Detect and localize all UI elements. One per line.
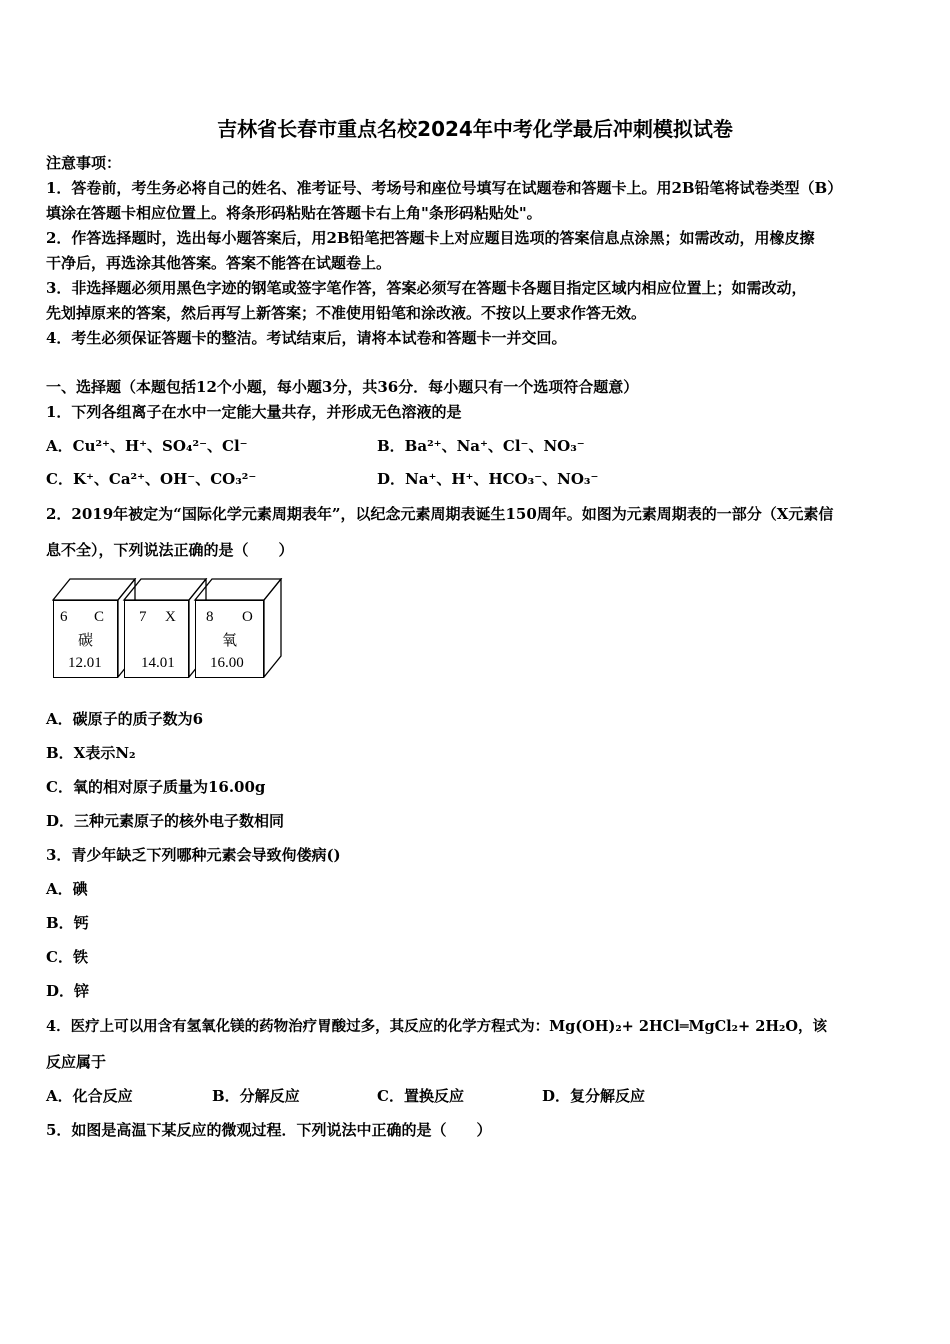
- element-symbol: O: [242, 609, 253, 625]
- question-stem: 反应属于: [46, 1053, 107, 1071]
- notice-line: 干净后，再选涂其他答案。答案不能答在试题卷上。: [46, 254, 392, 272]
- q1-option-b: B．Ba²⁺、Na⁺、Cl⁻、NO₃⁻: [377, 437, 585, 455]
- q4-option-c: C．置换反应: [377, 1087, 464, 1105]
- notice-line: 2．作答选择题时，选出每小题答案后，用2B铅笔把答题卡上对应题目选项的答案信息点涂黑；如需改动，用橡皮擦: [46, 229, 815, 247]
- question-stem: 5．如图是高温下某反应的微观过程．下列说法中正确的是（ ）: [46, 1121, 492, 1139]
- q3-option-d: D．锌: [46, 982, 90, 1000]
- notice-line: 先划掉原来的答案，然后再写上新答案；不准使用铅笔和涂改液。不按以上要求作答无效。: [46, 304, 647, 322]
- question-stem: 1．下列各组离子在水中一定能大量共存，并形成无色溶液的是: [46, 403, 462, 421]
- question-stem: 3．青少年缺乏下列哪种元素会导致佝偻病(): [46, 846, 341, 864]
- question-stem: 4．医疗上可以用含有氢氧化镁的药物治疗胃酸过多，其反应的化学方程式为：Mg(OH)₂+ 2HCl═MgCl₂+ 2H₂O，该: [46, 1018, 828, 1035]
- q2-option-c: C．氧的相对原子质量为16.00g: [46, 778, 266, 796]
- element-name: 碳: [78, 633, 94, 649]
- notice-heading: 注意事项：: [46, 154, 122, 172]
- notice-line: 3．非选择题必须用黑色字迹的钢笔或签字笔作答，答案必须写在答题卡各题目指定区域内相应位置上；如需改动，: [46, 279, 807, 297]
- notice-line: 填涂在答题卡相应位置上。将条形码粘贴在答题卡右上角"条形码粘贴处"。: [46, 204, 542, 222]
- atomic-number: 7: [139, 609, 147, 625]
- q1-option-c: C．K⁺、Ca²⁺、OH⁻、CO₃²⁻: [46, 470, 257, 488]
- section-heading: 一、选择题（本题包括12个小题，每小题3分，共36分．每小题只有一个选项符合题意）: [46, 378, 639, 396]
- question-stem: 2．2019年被定为“国际化学元素周期表年”，以纪念元素周期表诞生150周年。如图为元素周期表的一部分（X元素信: [46, 505, 834, 523]
- atomic-mass: 14.01: [141, 655, 175, 671]
- notice-line: 1．答卷前，考生务必将自己的姓名、准考证号、考场号和座位号填写在试题卷和答题卡上。用2B铅笔将试卷类型（B）: [46, 179, 843, 197]
- atomic-number: 6: [60, 609, 68, 625]
- question-stem: 息不全），下列说法正确的是（ ）: [46, 541, 294, 559]
- q3-option-a: A．碘: [46, 880, 88, 898]
- atomic-mass: 16.00: [210, 655, 244, 671]
- q3-option-c: C．铁: [46, 948, 88, 966]
- element-symbol: C: [94, 609, 105, 625]
- q3-option-b: B．钙: [46, 914, 89, 932]
- element-name: 氧: [222, 633, 238, 649]
- page-title: 吉林省长春市重点名校2024年中考化学最后冲刺模拟试卷: [217, 117, 733, 141]
- q4-option-d: D．复分解反应: [542, 1087, 646, 1105]
- element-cell-x: [124, 600, 189, 678]
- q2-option-d: D．三种元素原子的核外电子数相同: [46, 812, 285, 830]
- atomic-mass: 12.01: [68, 655, 102, 671]
- q1-option-d: D．Na⁺、H⁺、HCO₃⁻、NO₃⁻: [377, 470, 599, 488]
- element-cell-carbon: [53, 600, 118, 678]
- element-symbol: X: [165, 609, 176, 625]
- q4-option-b: B．分解反应: [212, 1087, 300, 1105]
- element-cell-oxygen: [195, 600, 264, 678]
- q2-option-b: B．X表示N₂: [46, 744, 136, 762]
- atomic-number: 8: [206, 609, 214, 625]
- periodic-table-fragment: [52, 578, 284, 678]
- q1-option-a: A．Cu²⁺、H⁺、SO₄²⁻、Cl⁻: [46, 437, 248, 455]
- q2-option-a: A．碳原子的质子数为6: [46, 710, 204, 728]
- q4-option-a: A．化合反应: [46, 1087, 133, 1105]
- notice-line: 4．考生必须保证答题卡的整洁。考试结束后，请将本试卷和答题卡一并交回。: [46, 329, 567, 347]
